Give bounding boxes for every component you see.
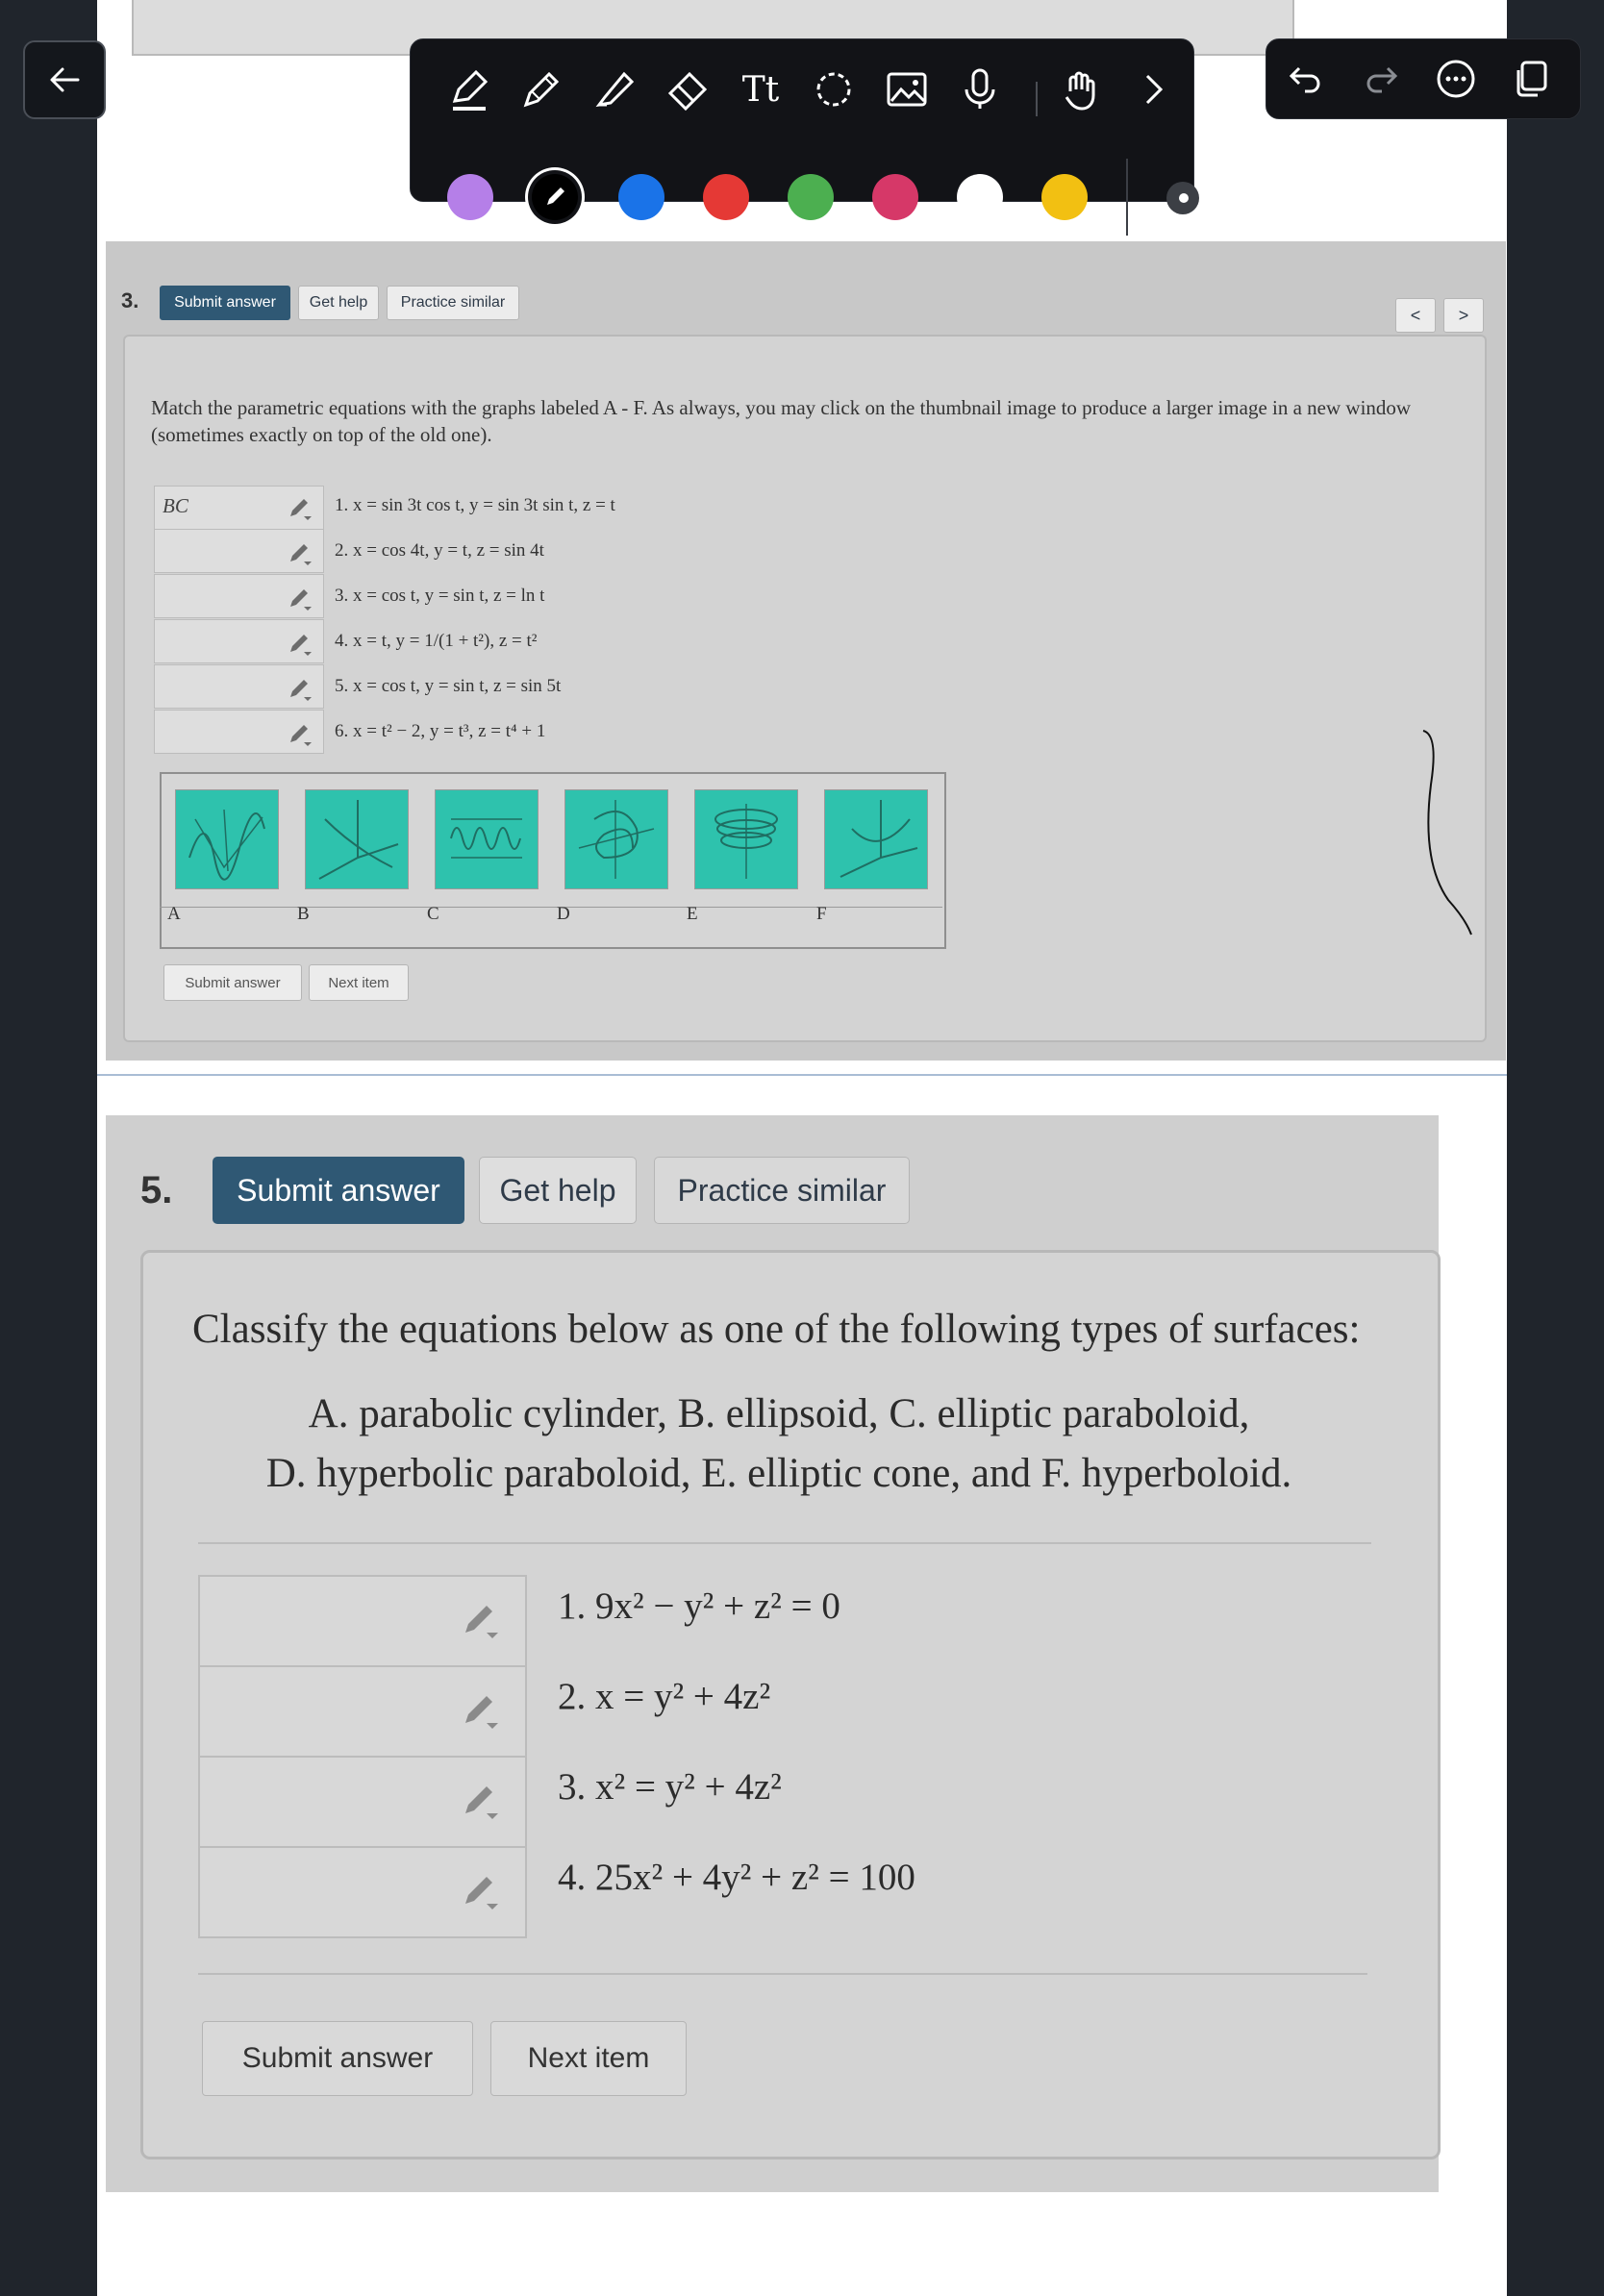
pen-icon[interactable]	[438, 59, 499, 120]
lasso-icon[interactable]	[803, 59, 865, 120]
graph-label-c: C	[427, 904, 439, 924]
pencil-dropdown-icon[interactable]	[287, 721, 313, 748]
color-swatch-white[interactable]	[957, 174, 1003, 220]
handwritten-stroke	[1410, 727, 1487, 940]
graph-thumbnail-f[interactable]	[824, 789, 928, 889]
pencil-dropdown-icon[interactable]	[287, 540, 313, 567]
highlighter-icon[interactable]	[584, 59, 645, 120]
parametric-equation-6: 6. x = t² − 2, y = t³, z = t⁴ + 1	[335, 721, 546, 741]
copy-pages-icon[interactable]	[1505, 53, 1557, 105]
back-button[interactable]	[23, 40, 106, 119]
graph-thumbnail-c[interactable]	[435, 789, 539, 889]
graph-label-f: F	[816, 904, 827, 924]
parametric-equation-4: 4. x = t, y = 1/(1 + t²), z = t²	[335, 631, 538, 651]
pencil-icon[interactable]	[511, 59, 572, 120]
page-divider	[97, 1074, 1507, 1076]
submit-answer-button[interactable]: Submit answer	[163, 964, 302, 1001]
parametric-equation-3: 3. x = cos t, y = sin t, z = ln t	[335, 586, 545, 606]
hand-tool-icon[interactable]	[1049, 59, 1111, 120]
pencil-icon	[532, 174, 578, 220]
submit-answer-button[interactable]: Submit answer	[213, 1157, 464, 1224]
graph-thumbnails	[160, 772, 946, 949]
pencil-dropdown-icon[interactable]	[460, 1871, 502, 1913]
previous-question-button[interactable]: <	[1395, 298, 1436, 333]
surface-types-line-2: D. hyperbolic paraboloid, E. elliptic cone, and F. hyperboloid.	[265, 1451, 1292, 1496]
surface-equation-3: 3. x² = y² + 4z²	[558, 1766, 782, 1808]
graph-thumbnail-d[interactable]	[564, 789, 668, 889]
color-swatch-blue[interactable]	[618, 174, 664, 220]
surface-equation-2: 2. x = y² + 4z²	[558, 1676, 771, 1717]
pencil-dropdown-icon[interactable]	[287, 495, 313, 522]
question-5-instructions: Classify the equations below as one of the following types of surfaces:	[192, 1307, 1361, 1352]
document-actions	[1266, 38, 1581, 119]
graph-label-e: E	[687, 904, 698, 924]
color-swatch-pink[interactable]	[872, 174, 918, 220]
pencil-dropdown-icon[interactable]	[287, 586, 313, 612]
section-divider	[198, 1542, 1371, 1544]
pencil-dropdown-icon[interactable]	[460, 1781, 502, 1823]
color-swatch-purple[interactable]	[447, 174, 493, 220]
pencil-dropdown-icon[interactable]	[460, 1690, 502, 1733]
more-icon[interactable]	[1430, 53, 1482, 105]
toolbar-separator	[1036, 82, 1038, 116]
image-icon[interactable]	[876, 59, 938, 120]
annotation-toolbar	[410, 38, 1194, 202]
chevron-right-icon[interactable]	[1122, 59, 1184, 120]
pencil-dropdown-icon[interactable]	[287, 676, 313, 703]
pencil-dropdown-icon[interactable]	[460, 1600, 502, 1642]
submit-answer-button[interactable]: Submit answer	[160, 286, 290, 320]
surface-types-line-1: A. parabolic cylinder, B. ellipsoid, C. elliptic paraboloid,	[308, 1391, 1250, 1436]
parametric-equation-1: 1. x = sin 3t cos t, y = sin 3t sin t, z = t	[335, 495, 615, 515]
surface-equation-4: 4. 25x² + 4y² + z² = 100	[558, 1857, 915, 1898]
section-divider	[198, 1973, 1367, 1975]
parametric-equation-2: 2. x = cos 4t, y = t, z = sin 4t	[335, 540, 544, 561]
answer-value-1: BC	[163, 494, 188, 517]
get-help-button[interactable]: Get help	[479, 1157, 637, 1224]
text-tool-icon[interactable]	[730, 59, 791, 120]
question-number: 5.	[140, 1169, 173, 1211]
toolbar-separator	[1126, 159, 1128, 236]
eraser-icon[interactable]	[657, 59, 718, 120]
color-swatch-green[interactable]	[788, 174, 834, 220]
question-3-instructions: Match the parametric equations with the graphs labeled A - F. As always, you may click on the thumbnail image to produce a larger image in a new window (sometimes exactly on top of the old one).	[151, 396, 1412, 446]
graph-thumbnail-e[interactable]	[694, 789, 798, 889]
stroke-size-icon[interactable]	[1166, 182, 1199, 214]
color-swatch-yellow[interactable]	[1041, 174, 1088, 220]
parametric-equation-5: 5. x = cos t, y = sin t, z = sin 5t	[335, 676, 562, 696]
graph-thumbnail-b[interactable]	[305, 789, 409, 889]
graph-label-b: B	[297, 904, 310, 924]
graph-thumbnail-a[interactable]	[175, 789, 279, 889]
submit-answer-button[interactable]: Submit answer	[202, 2021, 473, 2096]
next-item-button[interactable]: Next item	[490, 2021, 687, 2096]
practice-similar-button[interactable]: Practice similar	[387, 286, 519, 320]
next-question-button[interactable]: >	[1443, 298, 1484, 333]
practice-similar-button[interactable]: Practice similar	[654, 1157, 910, 1224]
color-swatch-black-selected[interactable]	[532, 174, 578, 220]
question-number: 3.	[121, 288, 139, 312]
graph-label-a: A	[167, 904, 181, 924]
microphone-icon[interactable]	[949, 59, 1011, 120]
next-item-button[interactable]: Next item	[309, 964, 409, 1001]
text-tool-label: Tt	[741, 69, 780, 110]
pencil-dropdown-icon[interactable]	[287, 631, 313, 658]
redo-icon[interactable]	[1355, 53, 1407, 105]
surface-equation-1: 1. 9x² − y² + z² = 0	[558, 1585, 840, 1627]
arrow-left-icon	[45, 61, 84, 99]
undo-icon[interactable]	[1280, 53, 1332, 105]
get-help-button[interactable]: Get help	[298, 286, 379, 320]
graph-label-d: D	[557, 904, 570, 924]
color-swatch-red[interactable]	[703, 174, 749, 220]
